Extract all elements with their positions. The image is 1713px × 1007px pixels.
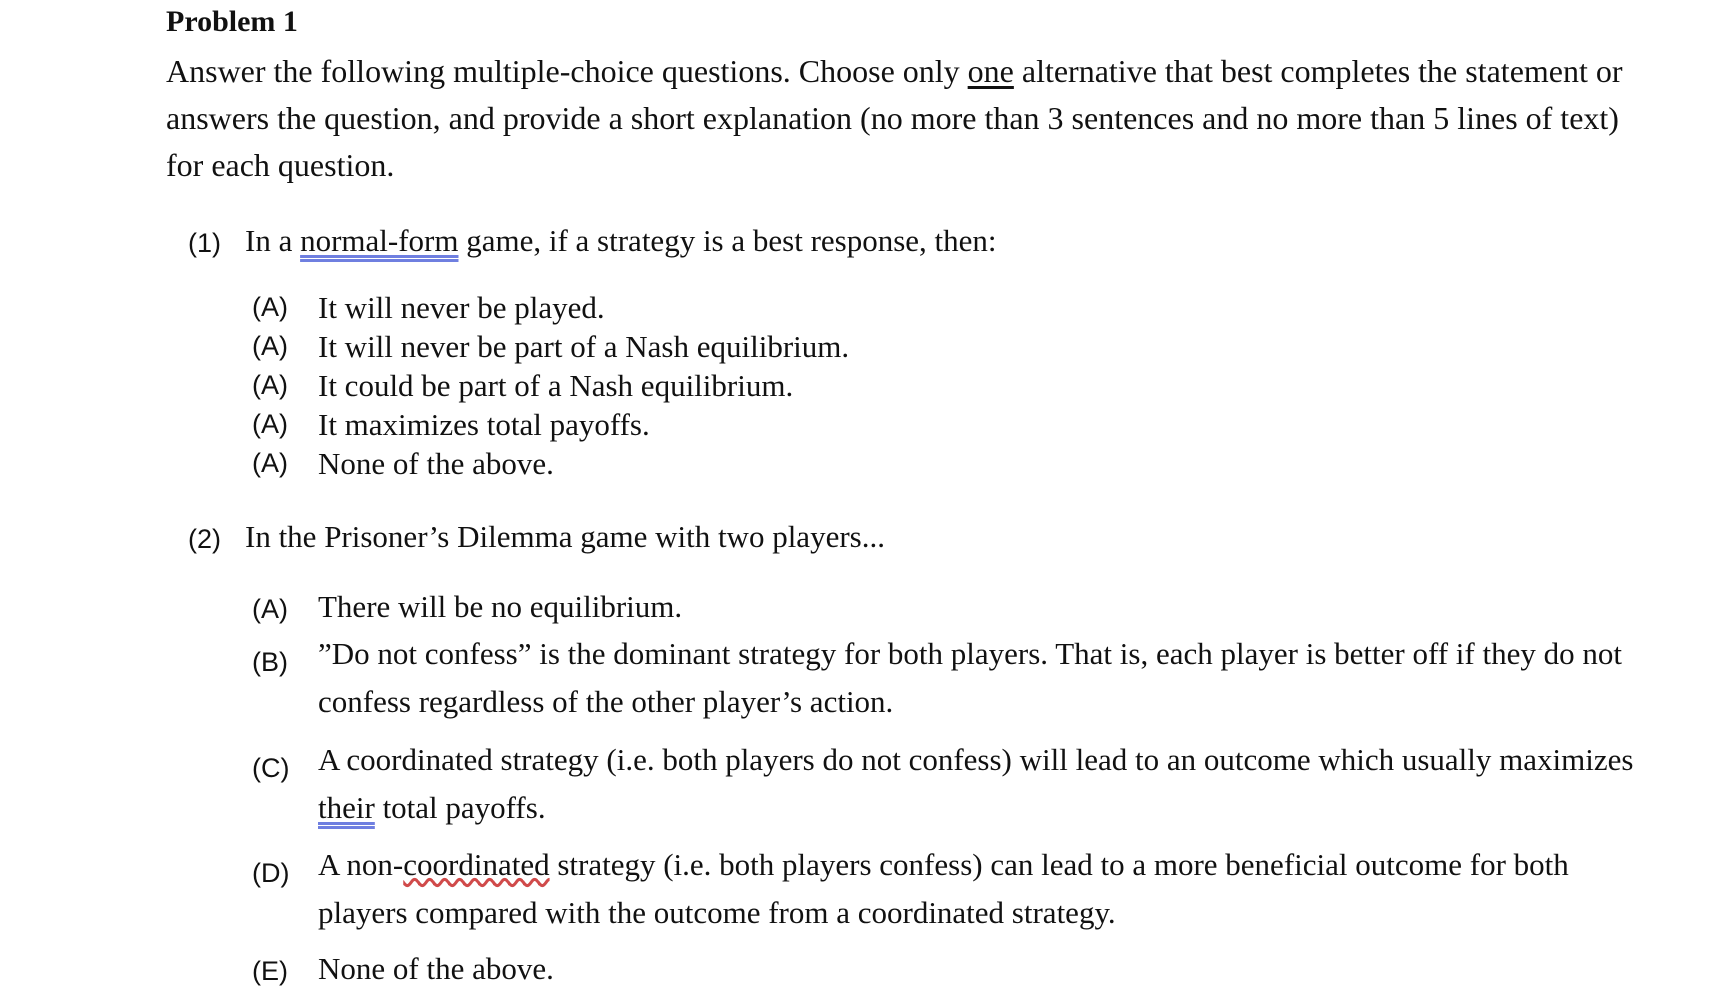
- question-1-text-start: In a: [245, 223, 301, 258]
- problem-title: Problem 1: [166, 5, 298, 38]
- option-text: It maximizes total payoffs.: [318, 407, 650, 442]
- option-text: ”Do not confess” is the dominant strategy for both players. That is, each player is better off if they do not confess regardless of the other player’s action.: [318, 636, 1622, 719]
- option-letter: (A): [252, 448, 288, 478]
- option-letter: (D): [252, 858, 290, 888]
- question-2-number: (2): [188, 524, 221, 554]
- option-letter: (A): [252, 292, 288, 322]
- option-text-start: A non-: [318, 847, 404, 882]
- option-letter: (B): [252, 647, 288, 677]
- option-text: It could be part of a Nash equilibrium.: [318, 368, 794, 403]
- option-letter: (C): [252, 753, 290, 783]
- option-spellcheck-mark: their: [318, 790, 375, 825]
- question-1-spellcheck-mark: normal-form: [300, 223, 459, 258]
- option-letter: (E): [252, 956, 288, 986]
- option-text: None of the above.: [318, 951, 554, 986]
- question-2-text: In the Prisoner’s Dilemma game with two players...: [245, 519, 885, 554]
- option-text: There will be no equilibrium.: [318, 589, 683, 624]
- option-letter: (A): [252, 370, 288, 400]
- option-text-start: A coordinated strategy (i.e. both players do not confess) will lead to an outcome which usually maximizes: [318, 742, 1634, 777]
- instructions-paragraph: [166, 48, 1646, 189]
- question-1-text: [245, 222, 997, 260]
- option-letter: (A): [252, 409, 288, 439]
- option-letter: (A): [252, 331, 288, 361]
- question-1-number: (1): [188, 228, 221, 258]
- option-text: It will never be part of a Nash equilibrium.: [318, 329, 850, 364]
- option-text: It will never be played.: [318, 290, 605, 325]
- option-text: [318, 841, 1648, 937]
- option-text: [318, 736, 1648, 832]
- option-text-end: total payoffs.: [374, 790, 546, 825]
- instructions-underlined-word: one: [967, 53, 1014, 89]
- option-text-end: strategy (i.e. both players confess) can lead to a more beneficial outcome for both players compared with the outcome from a coordinated strategy.: [318, 847, 1569, 930]
- option-text: None of the above.: [318, 446, 554, 481]
- question-1-text-end: game, if a strategy is a best response, then:: [458, 223, 997, 258]
- option-letter: (A): [252, 594, 288, 624]
- option-grammar-mark: coordinated: [403, 847, 550, 882]
- instructions-text-end: alternative that best completes the statement or answers the question, and provide a short explanation (no more than 3 sentences and no more than 5 lines of text) for each question.: [166, 53, 1623, 183]
- instructions-text-start: Answer the following multiple-choice questions. Choose only: [166, 53, 968, 89]
